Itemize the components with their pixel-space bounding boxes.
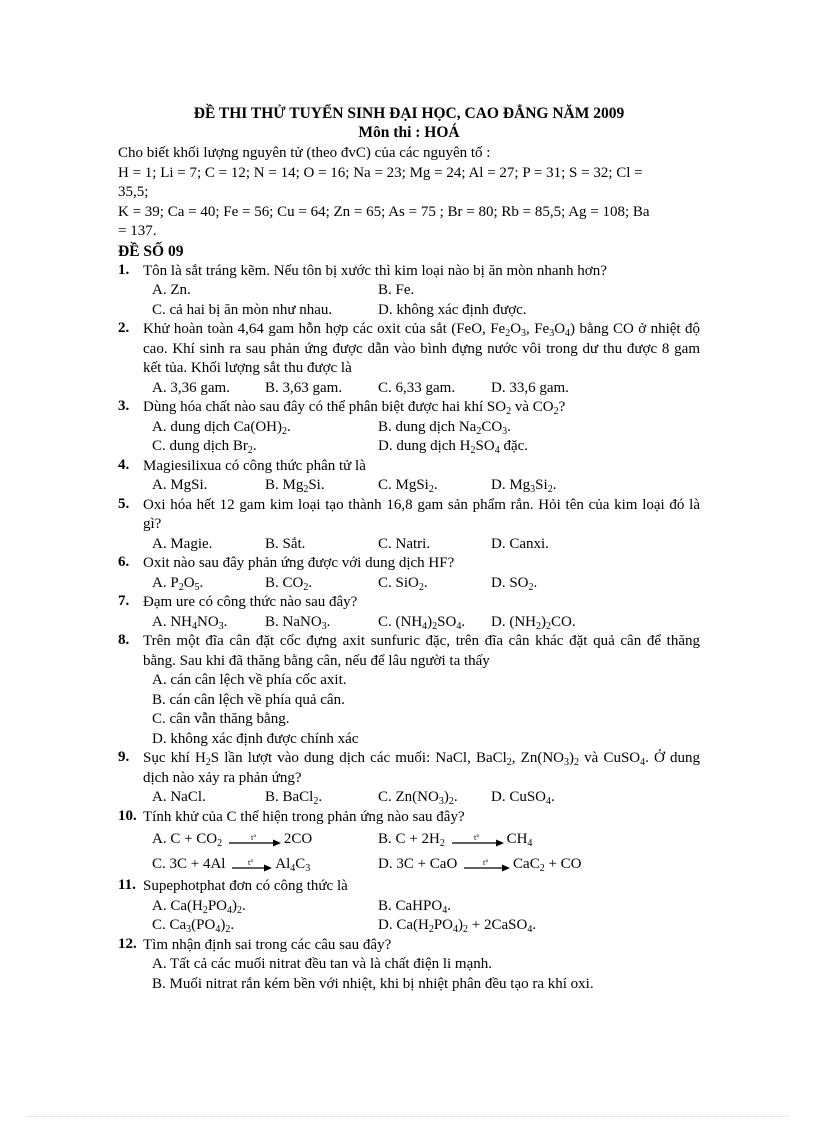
svg-text:t°: t° xyxy=(250,832,257,842)
option-d: D. $Mg_3Si_2$. xyxy=(491,477,557,495)
option-b: B. Muối nitrat rắn kém bền với nhiệt, khi bị nhiệt phân đều tạo ra khí oxi. xyxy=(152,975,594,992)
option-a: A. NaCl. xyxy=(152,789,206,805)
option-b: B. Sắt. xyxy=(265,535,306,552)
question-12 xyxy=(118,936,700,956)
options-row xyxy=(152,379,700,399)
question-5 xyxy=(118,496,700,535)
option-d: D. Canxi. xyxy=(491,535,549,552)
question-number: 5. xyxy=(118,495,130,512)
question-number: 1. xyxy=(118,261,130,278)
options-row xyxy=(152,788,700,808)
exam-title: ĐỀ THI THỬ TUYỂN SINH ĐẠI HỌC, CAO ĐẲNG NĂM 2009 xyxy=(193,105,625,122)
arrow-icon xyxy=(229,833,281,847)
intro-line-4: K = 39; Ca = 40; Fe = 56; Cu = 64; Zn = 65; As = 75 ; Br = 80; Rb = 85,5; Ag = 108; Ba xyxy=(118,203,650,220)
question-number: 9. xyxy=(118,749,130,765)
option-a: A. $P_2O_5$. xyxy=(152,574,204,593)
option-d: D. CuSO$_4$. xyxy=(491,789,555,807)
options-row xyxy=(152,535,700,555)
option-b: B. $C + 2H_2$ t° $CH_4$ xyxy=(378,831,533,849)
options-row xyxy=(152,574,700,594)
question-text: Oxit nào sau đây phản ứng được với dung dịch HF? xyxy=(143,555,455,571)
question-text: Tính khử của C thể hiện trong phản ứng nào sau đây? xyxy=(143,808,465,825)
question-text: Đạm ure có công thức nào sau đây? xyxy=(143,594,358,610)
option-d: D. dung dịch $H_2SO_4$ đặc. xyxy=(378,438,529,456)
question-number: 8. xyxy=(118,632,130,648)
svg-text:t°: t° xyxy=(473,832,479,842)
question-11 xyxy=(118,877,700,897)
options-row xyxy=(152,437,700,457)
intro-line-5: = 137. xyxy=(118,223,157,239)
question-text: Tôn là sắt tráng kẽm. Nếu tôn bị xước thì kim loại nào bị ăn mòn nhanh hơn? xyxy=(143,262,607,279)
options-row xyxy=(152,916,700,936)
option-b: B. $CO_2$. xyxy=(265,574,313,593)
option-d: D. $SO_2$. xyxy=(491,574,538,593)
options-row xyxy=(152,613,700,633)
question-8 xyxy=(118,632,700,671)
question-text: Magiesilixua có công thức phân tử là xyxy=(143,457,366,474)
question-4 xyxy=(118,457,700,477)
arrow-icon xyxy=(232,858,272,872)
option-c: C. SiO$_2$. xyxy=(378,574,428,593)
option-a: A. Tất cả các muối nitrat đều tan và là chất điện li mạnh. xyxy=(152,956,493,972)
arrow-icon xyxy=(464,858,510,872)
option-c: C. $(NH_4)_2SO_4$. xyxy=(378,613,466,632)
options-row xyxy=(152,418,700,438)
option-b: B. cán cân lệch về phía quả cân. xyxy=(152,691,345,708)
option-d: D. không xác định được chính xác xyxy=(152,730,359,747)
svg-text:t°: t° xyxy=(483,857,489,867)
page-bottom-divider xyxy=(28,1116,788,1117)
option-a: A. $Ca(H_2PO_4)_2$. xyxy=(152,897,246,916)
question-text: Dùng hóa chất nào sau đây có thể phân biệt được hai khí $SO_2$ và $CO_2$? xyxy=(143,399,566,417)
question-number: 12. xyxy=(118,935,137,952)
question-1 xyxy=(118,262,700,282)
question-number: 10. xyxy=(118,807,137,824)
question-10 xyxy=(118,808,700,828)
question-number: 7. xyxy=(118,593,130,609)
option-c: C. MgSi$_2$. xyxy=(378,477,438,495)
exam-subject: Môn thi : HOÁ xyxy=(358,124,460,141)
options-row xyxy=(152,281,700,301)
arrow-icon xyxy=(452,833,504,847)
exam-page xyxy=(118,104,700,994)
question-number: 4. xyxy=(118,456,130,473)
option-a: A. MgSi. xyxy=(152,477,208,493)
question-2 xyxy=(118,320,700,379)
option-c: C. cả hai bị ăn mòn như nhau. xyxy=(152,301,333,318)
question-number: 11. xyxy=(118,877,136,893)
option-a: A. cán cân lệch về phía cốc axit. xyxy=(152,672,347,688)
question-7 xyxy=(118,593,700,613)
reaction-row xyxy=(152,852,700,877)
question-6 xyxy=(118,554,700,574)
intro-line-3: 35,5; xyxy=(118,184,149,200)
option-c: C. 3C + 4Al t° $Al_4C_3$ xyxy=(152,856,311,874)
intro-line-2: H = 1; Li = 7; C = 12; N = 14; O = 16; Na = 23; Mg = 24; Al = 27; P = 31; S = 32; Cl = xyxy=(118,164,643,181)
option-a: A. dung dịch $Ca(OH)_2$. xyxy=(152,418,291,437)
option-d: D. 33,6 gam. xyxy=(491,379,569,396)
question-text: Khử hoàn toàn 4,64 gam hỗn hợp các oxit của sắt (FeO, $Fe_2O_3$, $Fe_3O_4$) bằng CO ở nhiệt độ cao. Khí sinh ra sau phản ứng được dẫn vào bình đựng nước vôi trong dư thu được 8 gam kết tủa. Khối lượng sắt thu được là xyxy=(143,321,700,376)
option-a: A. $C + CO_2$ t° 2CO xyxy=(152,831,313,849)
option-b: B. CaHPO$_4$. xyxy=(378,897,451,916)
question-number: 2. xyxy=(118,320,130,336)
question-text: Supephotphat đơn có công thức là xyxy=(143,878,348,894)
option-b: B. $Mg_2Si$. xyxy=(265,477,325,495)
option-d: D. $Ca(H_2PO_4)_2$ + 2CaSO$_4$. xyxy=(378,917,537,935)
option-a: A. Zn. xyxy=(152,282,191,298)
question-text: Oxi hóa hết 12 gam kim loại tạo thành 16,8 gam sản phẩm rắn. Hỏi tên của kim loại đó là gì? xyxy=(143,496,700,532)
question-text: Tìm nhận định sai trong các câu sau đây? xyxy=(143,936,392,953)
option-d: D. không xác định được. xyxy=(378,301,527,318)
svg-text:t°: t° xyxy=(248,857,254,867)
option-c: C. $Zn(NO_3)_2$. xyxy=(378,789,458,807)
options-row xyxy=(152,476,700,496)
exam-code: ĐỀ SỐ 09 xyxy=(118,242,184,260)
option-a: A. 3,36 gam. xyxy=(152,379,230,396)
options-row xyxy=(152,897,700,917)
option-b: B. dung dịch $Na_2CO_3$. xyxy=(378,418,511,437)
question-text: Trên một đĩa cân đặt cốc đựng axit sunfuric đặc, trên đĩa cân khác đặt quả cân để thăng bằng. Sau khi đã thăng bằng cân, nếu để lâu người ta thấy xyxy=(143,633,700,669)
question-text: Sục khí $H_2S$ lần lượt vào dung dịch các muối: NaCl, BaCl$_2$, $Zn(NO_3)_2$ và CuSO$_4$. Ở dung dịch nào xảy ra phản ứng? xyxy=(143,750,700,786)
option-c: C. $Ca_3(PO_4)_2$. xyxy=(152,917,235,935)
question-9 xyxy=(118,749,700,788)
intro-line-1: Cho biết khối lượng nguyên tử (theo đvC) của các nguyên tố : xyxy=(118,145,491,161)
question-number: 6. xyxy=(118,554,130,570)
option-b: B. BaCl$_2$. xyxy=(265,789,323,807)
option-c: C. Natri. xyxy=(378,535,431,552)
option-b: B. 3,63 gam. xyxy=(265,379,343,396)
option-d: D. 3C + CaO t° CaC$_2$ + CO xyxy=(378,856,582,874)
option-c: C. dung dịch $Br_2$. xyxy=(152,438,257,456)
option-c: C. 6,33 gam. xyxy=(378,379,456,396)
option-d: D. $(NH_2)_2CO$. xyxy=(491,613,576,632)
option-b: B. Fe. xyxy=(378,282,415,298)
question-3 xyxy=(118,398,700,418)
option-a: A. Magie. xyxy=(152,535,213,552)
option-a: A. $NH_4NO_3$. xyxy=(152,613,228,632)
option-b: B. NaNO$_3$. xyxy=(265,613,331,632)
option-c: C. cân vẫn thăng bằng. xyxy=(152,711,290,727)
options-row xyxy=(152,301,700,321)
reaction-row xyxy=(152,827,700,852)
question-number: 3. xyxy=(118,398,130,414)
